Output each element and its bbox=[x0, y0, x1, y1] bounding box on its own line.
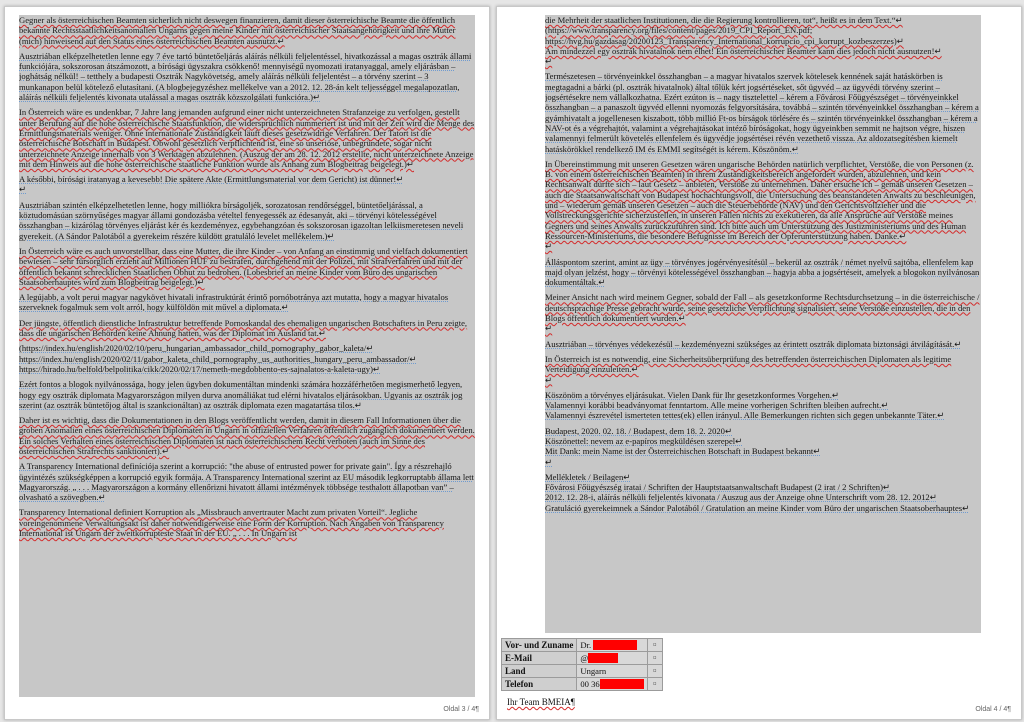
form-value: Dr. bbox=[580, 639, 594, 650]
redaction-box bbox=[588, 653, 618, 663]
paragraph: A későbbi, bírósági iratanyag a kevesebb! Die spätere Akte (Ermittlungsmaterial vor dem Gericht) ist dünner!↵ ↵ bbox=[19, 174, 404, 195]
form-row bbox=[502, 678, 663, 691]
paragraph: Köszönöm a törvényes eljárásukat. Vielen Dank für Ihr gesetzkonformes Vorgehen.↵ Valamennyi korábbi beadványomat fenntartom. Alle meine vorherigen Schriften bleiben aufrecht.↵ Valamennyi észrevétel ismerteten tettes(ek) ellen irányul. Alle Bemerkungen richten sich gegen unbekannte Täter.↵ bbox=[545, 389, 945, 421]
paragraph: Álláspontom szerint, amint az ügy – törvényes jogérvényesítésül – bekerül az osztrák / német nyelvű sajtóba, ellenfelem kap majd olyan jelzést, hogy – törvényi kötelességével összhangban – hagyja abba a jogsértéseit, amelyek a blogokon nyilvánosan dokumentáltak.↵ bbox=[545, 256, 980, 288]
form-value-cell[interactable] bbox=[577, 678, 647, 691]
paragraph: In Österreich ist es notwendig, eine Sicherheitsüberprüfung des betreffenden österreichischen Diplomaten als legitime Verteidigung einzuleiten.↵ ↵ bbox=[545, 353, 952, 385]
paragraph: Transparency International definiert Korruption als „Missbrauch anvertrauter Macht zum privaten Vorteil“. Jegliche voreingenommene Verwaltungsakt ist daher notwendigerweise eine Form der Korruption. Nach Angaben von Transparency International ist Ungarn der zweitkorrupteste Staat in der EU. „ . . . In Ungarn ist bbox=[19, 507, 444, 539]
paragraph: Ausztriában elképzelhetetlen lenne egy 7 éve tartó büntetőeljárás aláírás nélküli feljelentéssel, hivatkozással a magas osztrák állami funkciójára, sokszorosan átszámozott, a bírósági ügyszakra csökkenő! mennyiségű nyomozati iratanyaggal, amely eljárásban – joghátság nélkül! – tetthely a budapesti Osztrák Nagykövetség, amely aláírás nélküli feljelentést – a törvény szerint – 3 munkanapon belül kötelező elutasítani. (A blogbejegyzéshez mellékelve van a 2012. 12. 28-án kelt teljességgel megalapozatlan, aláírás nélküli feljelentés kivonata utalással a magas osztrák közszolgálati funkcióra.)↵ bbox=[19, 50, 472, 103]
form-row bbox=[502, 652, 663, 665]
page-4-text-area bbox=[545, 15, 981, 633]
page-number-3: Oldal 3 / 4¶ bbox=[443, 706, 479, 713]
paragraph: In Übereinstimmung mit unseren Gesetzen wären ungarische Behörden natürlich verpflichtet, Verstöße, die von Personen (z. B. von einem österreichischen Beamten) in ihrem Zuständigkeitsbereich angefordert wurden, abzulehnen, und kein Rechtsanwalt dürfte sich – laut Gesetz – anbieten, Verstöße zu unternehmen. Daher ersuche ich – gemäß unseren Gesetzen – auch die Staatsanwaltschaft von Budapest hochachtungsvoll, die Untersuchung des beanstandeten Anwalts zu beschleunigen, und – wiederum gemäß unseren Gesetzen – auch die Steuerbehörde (NAV) und den Gerichtsvollzieher und die Vollstreckungsgerichte sicherzustellen, in unseren Fällen nichts zu exekutieren, da alle Ansprüche auf Verstöße meines Gegners und seines Anwalts zurückzuführen sind. Ich bitte auch um Unterstützung des Justizministeriums und des Human Ressourcen-Ministeriums, die besondere Befugnisse im Bereich der Opferunterstützung haben. Danke.↵ ↵ bbox=[545, 158, 976, 252]
paragraph: Ezért fontos a blogok nyilvánossága, hogy jelen ügyben dokumentáltan mindenki számára hozzáférhetően megismerhető legyen, hogy egy osztrák diplomata Magyarországon milyen durva anomáliákat tud elérni hivatalos eljárásokban. Ugyanis az osztrák jog szerint (az osztrák büntetőjog által is szankcionáltan) az osztrák diplomata ezen magatartása tilos.↵ bbox=[19, 379, 463, 410]
form-row bbox=[502, 665, 663, 678]
cell-end-marker: ¤ bbox=[647, 652, 662, 665]
form-value-cell[interactable] bbox=[577, 639, 647, 652]
paragraph: Ausztriában – törvényes védekezésül – kezdeményezni szükséges az érintett osztrák diplomata biztonsági átvilágítását.↵ bbox=[545, 338, 962, 349]
cell-end-marker: ¤ bbox=[647, 678, 662, 691]
paragraph: Ausztriában szintén elképzelhetetlen lenne, hogy milliókra bírságoljék, sorozatosan rendőrséggel, büntetőeljárással, a köztudomásúan szörnyűséges magyar állami gondozásba vételtel fenyegessék az édesanyát, aki – törvényi kötelességével összhangban – kizárólag törvényes eljárást kér és kezdeményez, egybehangzóan és sokszorosan igazoltan lelkiismeretesen neveli gyerekeit. (A Sándor Palotából a gyerekeim részére küldött gratuláló levelet mellékelem.)↵ bbox=[19, 199, 464, 241]
form-row bbox=[502, 639, 663, 652]
paragraph: Mellékletek / Beilagen↵ Fővárosi Főügyészség iratai / Schriften der Hauptstaatsanwaltschaft Budapest (2 irat / 2 Schriften)↵ 2012. 12. 28-i, aláírás nélküli feljelentés kivonata / Auszug aus der Anzeige ohne Unterschrift vom 28. 12. 2012↵ Gratuláció gyerekeimnek a Sándor Palotából / Gratulation an meine Kinder vom Büro der ungarischen Staatsoberhauptes↵ bbox=[545, 471, 970, 513]
redaction-box bbox=[600, 679, 644, 689]
redaction-box bbox=[593, 640, 637, 650]
page-number-4: Oldal 4 / 4¶ bbox=[975, 706, 1011, 713]
paragraph: Daher ist es wichtig, dass die Dokumentationen in den Blogs veröffentlicht werden, damit in diesem Fall Informationen über die groben Anomalien eines österreichischen Diplomaten in Ungarn in offiziellen Verfahren öffentlich zugänglich dokumentiert werden. Ein solches Verhalten eines österreichischen Diplomaten ist nach österreichischem Recht verboten (auch im Sinne des österreichischen Strafrechts sanktioniert).↵ bbox=[19, 415, 475, 456]
paragraph: A Transparency International definíciója szerint a korrupció: "the abuse of entrusted power for private gain". Így a részrehajló ügyintézés szükségképpen a korrupció egyik formája. A Transparency International szerint az EU második legkorruptabb állama lett Magyarország. „ . . . Magyarországon a kormány ellenőrizni hivatott állami intézmények többsége testhalott állapotban van” – olvasható a szövegben.↵ bbox=[19, 461, 474, 503]
paragraph: In Österreich wäre es auch unvorstellbar, dass eine Mutter, die ihre Kinder – von Anfang an einstimmig und vielfach dokumentiert bewiesen – sehr fürsorglich erzieht auf Millionen HUF zu bestrafen, durchgehend mit der Polizei, mit Strafverfahren und mit der öffentlich bekannt schrecklichen Staatlichen Obhut zu bedrohen. (Lobesbrief an meine Kinder vom Büro des ungarischen Staatsoberhauptes wird zum Blogbeitrag beigelegt.)↵ bbox=[19, 245, 468, 287]
form-value: @ bbox=[580, 652, 589, 663]
paragraph: Természetesen – törvényeinkkel összhangban – a magyar hivatalos szervek kötelesek kennének saját hatáskörben is megtagadni a bárki (pl. osztrák hivatalnok) által tőlük kért jogsértéseket, sőt ügyvéd – az ügyvédi törvény szerint – jogsértésekre nem vállalkozhatna. Ezért ezúton is – nagy tisztelettel – kérem a Fővárosi Főügyészséget – törvényeinkkel összhangban – a panaszolt ügyvéd ellenni nyomozás felgyorsítására, továbbá – szintén törvényeinkkel összhangban – kérem a gyámhivatalt a jogellenesen kiszabott, több millió Ft-os bírságok törlésére és – szintén törvényeinkkel összhangban – kérem a NAV-ot és a végrehajtót, valamint a végrehajtásokat intéző bíróságokat, hogy ügyeinkben semmit ne hajtson végre, hiszen valamennyi felmerült követelés ellenfelem és ügyvédje jogsértései révén vezethető vissza. Az aldozatsegítésben kiemelt hatáskörökkel rendelkező IM és EMMI segítségét is kérem. Köszönöm.↵ bbox=[545, 71, 979, 154]
paragraph: A legújabb, a volt perui magyar nagykövet hivatali infrastruktúrát érintő pornóbotránya azt mutatta, hogy a magyar hivatalos szerveknek fogalmuk sem volt arról, hogy külföldön mit művel a diplomata.↵ bbox=[19, 292, 449, 313]
document-page-4 bbox=[496, 6, 1022, 720]
contact-form bbox=[501, 638, 663, 691]
paragraph: Budapest, 2020. 02. 18. / Budapest, dem 18. 2. 2020↵ Köszönettel: nevem az e-papíros megküldésen szerepel↵ Mit Dank: mein Name ist der Österreichischen Botschaft in Budapest bekannt↵ ↵ bbox=[545, 425, 821, 467]
form-value: 00 36 bbox=[580, 678, 600, 689]
cell-end-marker: ¤ bbox=[647, 665, 662, 678]
document-page-3 bbox=[4, 6, 490, 720]
form-value-cell[interactable] bbox=[577, 652, 647, 665]
form-value-cell[interactable] bbox=[577, 665, 647, 678]
signature: Ihr Team BMEIA¶ bbox=[507, 697, 575, 707]
paragraph: Gegner als österreichischen Beamten sicherlich nicht deswegen finanzieren, damit dieser österreichische Beamte die öffentlich bekannte Rechtsstaatlichkeitsanomalien Ungarns gegen meine Kinder mit österreichischer Staatsangehörigkeit und ihre Mutter (mich) hinweisend auf den Status eines österreichischen Beamten ausnutzt.↵ bbox=[19, 15, 456, 46]
paragraph: (https://index.hu/english/2020/02/10/peru_hungarian_ambassador_child_pornography_gabor_kaleta/↵ https://index.hu/english/2020/02/11/gabor_kaleta_child_pornography_us_authorities_hungary_peru_ambassador/↵ https://hirado.hu/belfold/belpolitika/cikk/2020/02/17/nemeth-megdobbento-es-sajnalatos-a-kaleta-ugy)↵ bbox=[19, 343, 417, 374]
cell-end-marker: ¤ bbox=[647, 639, 662, 652]
form-label: Telefon bbox=[502, 678, 577, 691]
form-label: E-Mail bbox=[502, 652, 577, 665]
form-label: Land bbox=[502, 665, 577, 678]
form-label: Vor- und Zuname bbox=[502, 639, 577, 652]
paragraph: In Österreich wäre es undenkbar, 7 Jahre lang jemanden aufgrund einer nicht unterzeichneten Strafanzeige zu verfolgen, gestellt unter Berufung auf die hohe österreichische Staatsfunktion, die widersprüchlich nummeriert ist und mit der Zeit wird die Menge des Ermittlungsmaterials weniger. Ohne internationale Zuständigkeit läuft dieses gesetzwidrige Verfahren. Der Tatort ist die österreichische Botschaft in Budapest. Obwohl gesetzlich verpflichtend ist, eine so unseriöse, unbegründete, sogar nicht unterzeichnete Anzeige innerhalb von 3 Werktagen abzulehnen. (Auszug der am 28. 12. 2012 erstellte, nicht unterzeichnete Anzeige mit dem Hinweis auf die hohe österreichische staatliche Funktion wurde als Anhang zum Blogbeitrag beigelegt.)↵ bbox=[19, 107, 475, 169]
paragraph: Der jüngste, öffentlich dienstliche Infrastruktur betreffende Pornoskandal des ehemaligen ungarischen Botschafters in Peru zeigte, dass die ungarischen Behörden keine Ahnung hatten, was der Diplomat im Ausland tat.↵ bbox=[19, 317, 468, 339]
paragraph: Meiner Ansicht nach wird meinem Gegner, sobald der Fall – als gesetzkonforme Rechtsdurchsetzung – in die österreichische / deutschsprachige Presse gebracht wurde, seine gesetzliche Verpflichtung signalisiert, seine Verstöße einzustellen, die in den Blogs öffentlich dokumentiert wurden.↵ ↵ bbox=[545, 292, 980, 334]
paragraph: die Mehrheit der staatlichen Institutionen, die die Regierung kontrollieren, tot“, heißt es in dem Text.“↵ (https://www.transparency.org/files/content/pages/2019_CPI_Report_EN.pdf; https://hvg.hu/gazdasag/20200123_Transparency_International_korrupcio_cpi_korrupt_kozbeszerzes)↵ Am mindezzel egy osztrák hivatalnok nem élhet! Ein österreichischer Beamter kann dies jedoch nicht ausnutzen!↵ ↵ bbox=[545, 15, 942, 67]
page-3-text-area bbox=[19, 15, 475, 697]
form-value: Ungarn bbox=[580, 666, 607, 676]
